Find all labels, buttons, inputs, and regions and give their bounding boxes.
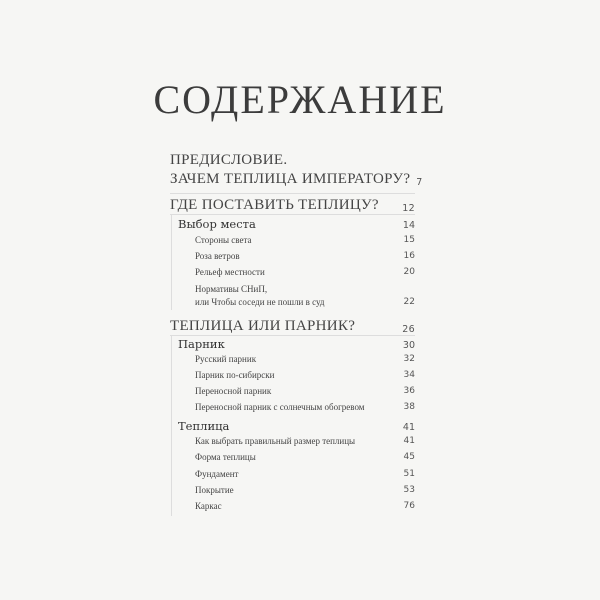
toc-entry-title: Выбор места <box>178 217 256 231</box>
toc-page-number: 12 <box>402 203 415 214</box>
toc-entry[interactable] <box>178 217 415 231</box>
toc-entry-title: Покрытие <box>195 485 234 495</box>
toc-page-number: 41 <box>403 436 415 446</box>
toc-page-number: 32 <box>403 354 415 364</box>
toc-entry-title: Роза ветров <box>195 251 240 261</box>
toc-page-number: 30 <box>402 340 415 351</box>
toc-entry-title: ТЕПЛИЦА ИЛИ ПАРНИК? <box>170 318 356 334</box>
toc-entry-title-line: ПРЕДИСЛОВИЕ. <box>170 152 288 168</box>
toc-entry-title: Форма теплицы <box>195 452 256 462</box>
toc-page-number: 34 <box>403 370 415 380</box>
toc-page-number: 41 <box>402 422 415 433</box>
toc-entry[interactable] <box>170 197 415 214</box>
toc-page-number: 51 <box>403 469 415 479</box>
divider <box>171 215 172 310</box>
toc-entry-title: Каркас <box>195 501 222 511</box>
toc-entry[interactable] <box>195 235 415 245</box>
toc-entry[interactable] <box>195 284 415 307</box>
toc-entry[interactable] <box>195 402 415 412</box>
toc-entry-title: Переносной парник с солнечным обогревом <box>195 402 365 412</box>
toc-entry-title: Фундамент <box>195 469 239 479</box>
toc-entry[interactable] <box>195 501 415 511</box>
toc-entry[interactable] <box>195 267 415 277</box>
toc-page-number: 36 <box>403 386 415 396</box>
toc-entry-title-line: Нормативы СНиП, <box>195 284 268 294</box>
toc-entry[interactable] <box>195 251 415 261</box>
toc-entry-title-line: ЗАЧЕМ ТЕПЛИЦА ИМПЕРАТОРУ? <box>170 171 411 187</box>
toc-entry[interactable] <box>195 370 415 380</box>
divider <box>171 336 172 516</box>
toc-entry-title: Как выбрать правильный размер теплицы <box>195 436 356 446</box>
divider <box>170 214 415 215</box>
toc-entry-title: Русский парник <box>195 354 257 364</box>
toc-entry-title: Теплица <box>178 419 230 433</box>
toc-entry-title: Парник <box>178 337 225 351</box>
toc-page-number: 38 <box>403 402 415 412</box>
toc-entry[interactable] <box>195 485 415 495</box>
divider <box>170 335 415 336</box>
toc-entry-title-line: или Чтобы соседи не пошли в суд <box>195 297 325 307</box>
toc-page-number: 45 <box>403 452 415 462</box>
toc-entry[interactable] <box>178 337 415 351</box>
toc-entry[interactable] <box>195 386 415 396</box>
divider <box>170 193 415 194</box>
toc-entry-title: Переносной парник <box>195 386 272 396</box>
toc-entry[interactable] <box>170 318 415 335</box>
toc-entry-title: Парник по-сибирски <box>195 370 275 380</box>
toc-page-number: 22 <box>403 297 415 307</box>
toc-entry-title: Рельеф местности <box>195 267 265 277</box>
page-title: СОДЕРЖАНИЕ <box>153 77 447 122</box>
toc-page-number: 15 <box>403 235 415 245</box>
toc-entry[interactable] <box>170 152 423 188</box>
toc-page-number: 7 <box>416 177 423 188</box>
toc-page-number: 76 <box>403 501 415 511</box>
toc-entry-title: Стороны света <box>195 235 252 245</box>
toc-page-number: 53 <box>403 485 415 495</box>
toc-page-number: 20 <box>403 267 415 277</box>
toc-page-number: 26 <box>402 324 415 335</box>
toc-entry-title: ГДЕ ПОСТАВИТЬ ТЕПЛИЦУ? <box>170 197 379 213</box>
toc-page-number: 14 <box>402 220 415 231</box>
toc-entry[interactable] <box>195 436 415 446</box>
toc-page-number: 16 <box>403 251 415 261</box>
toc-entry[interactable] <box>195 354 415 364</box>
toc-entry[interactable] <box>195 469 415 479</box>
toc-entry[interactable] <box>178 419 415 433</box>
toc-entry[interactable] <box>195 452 415 462</box>
